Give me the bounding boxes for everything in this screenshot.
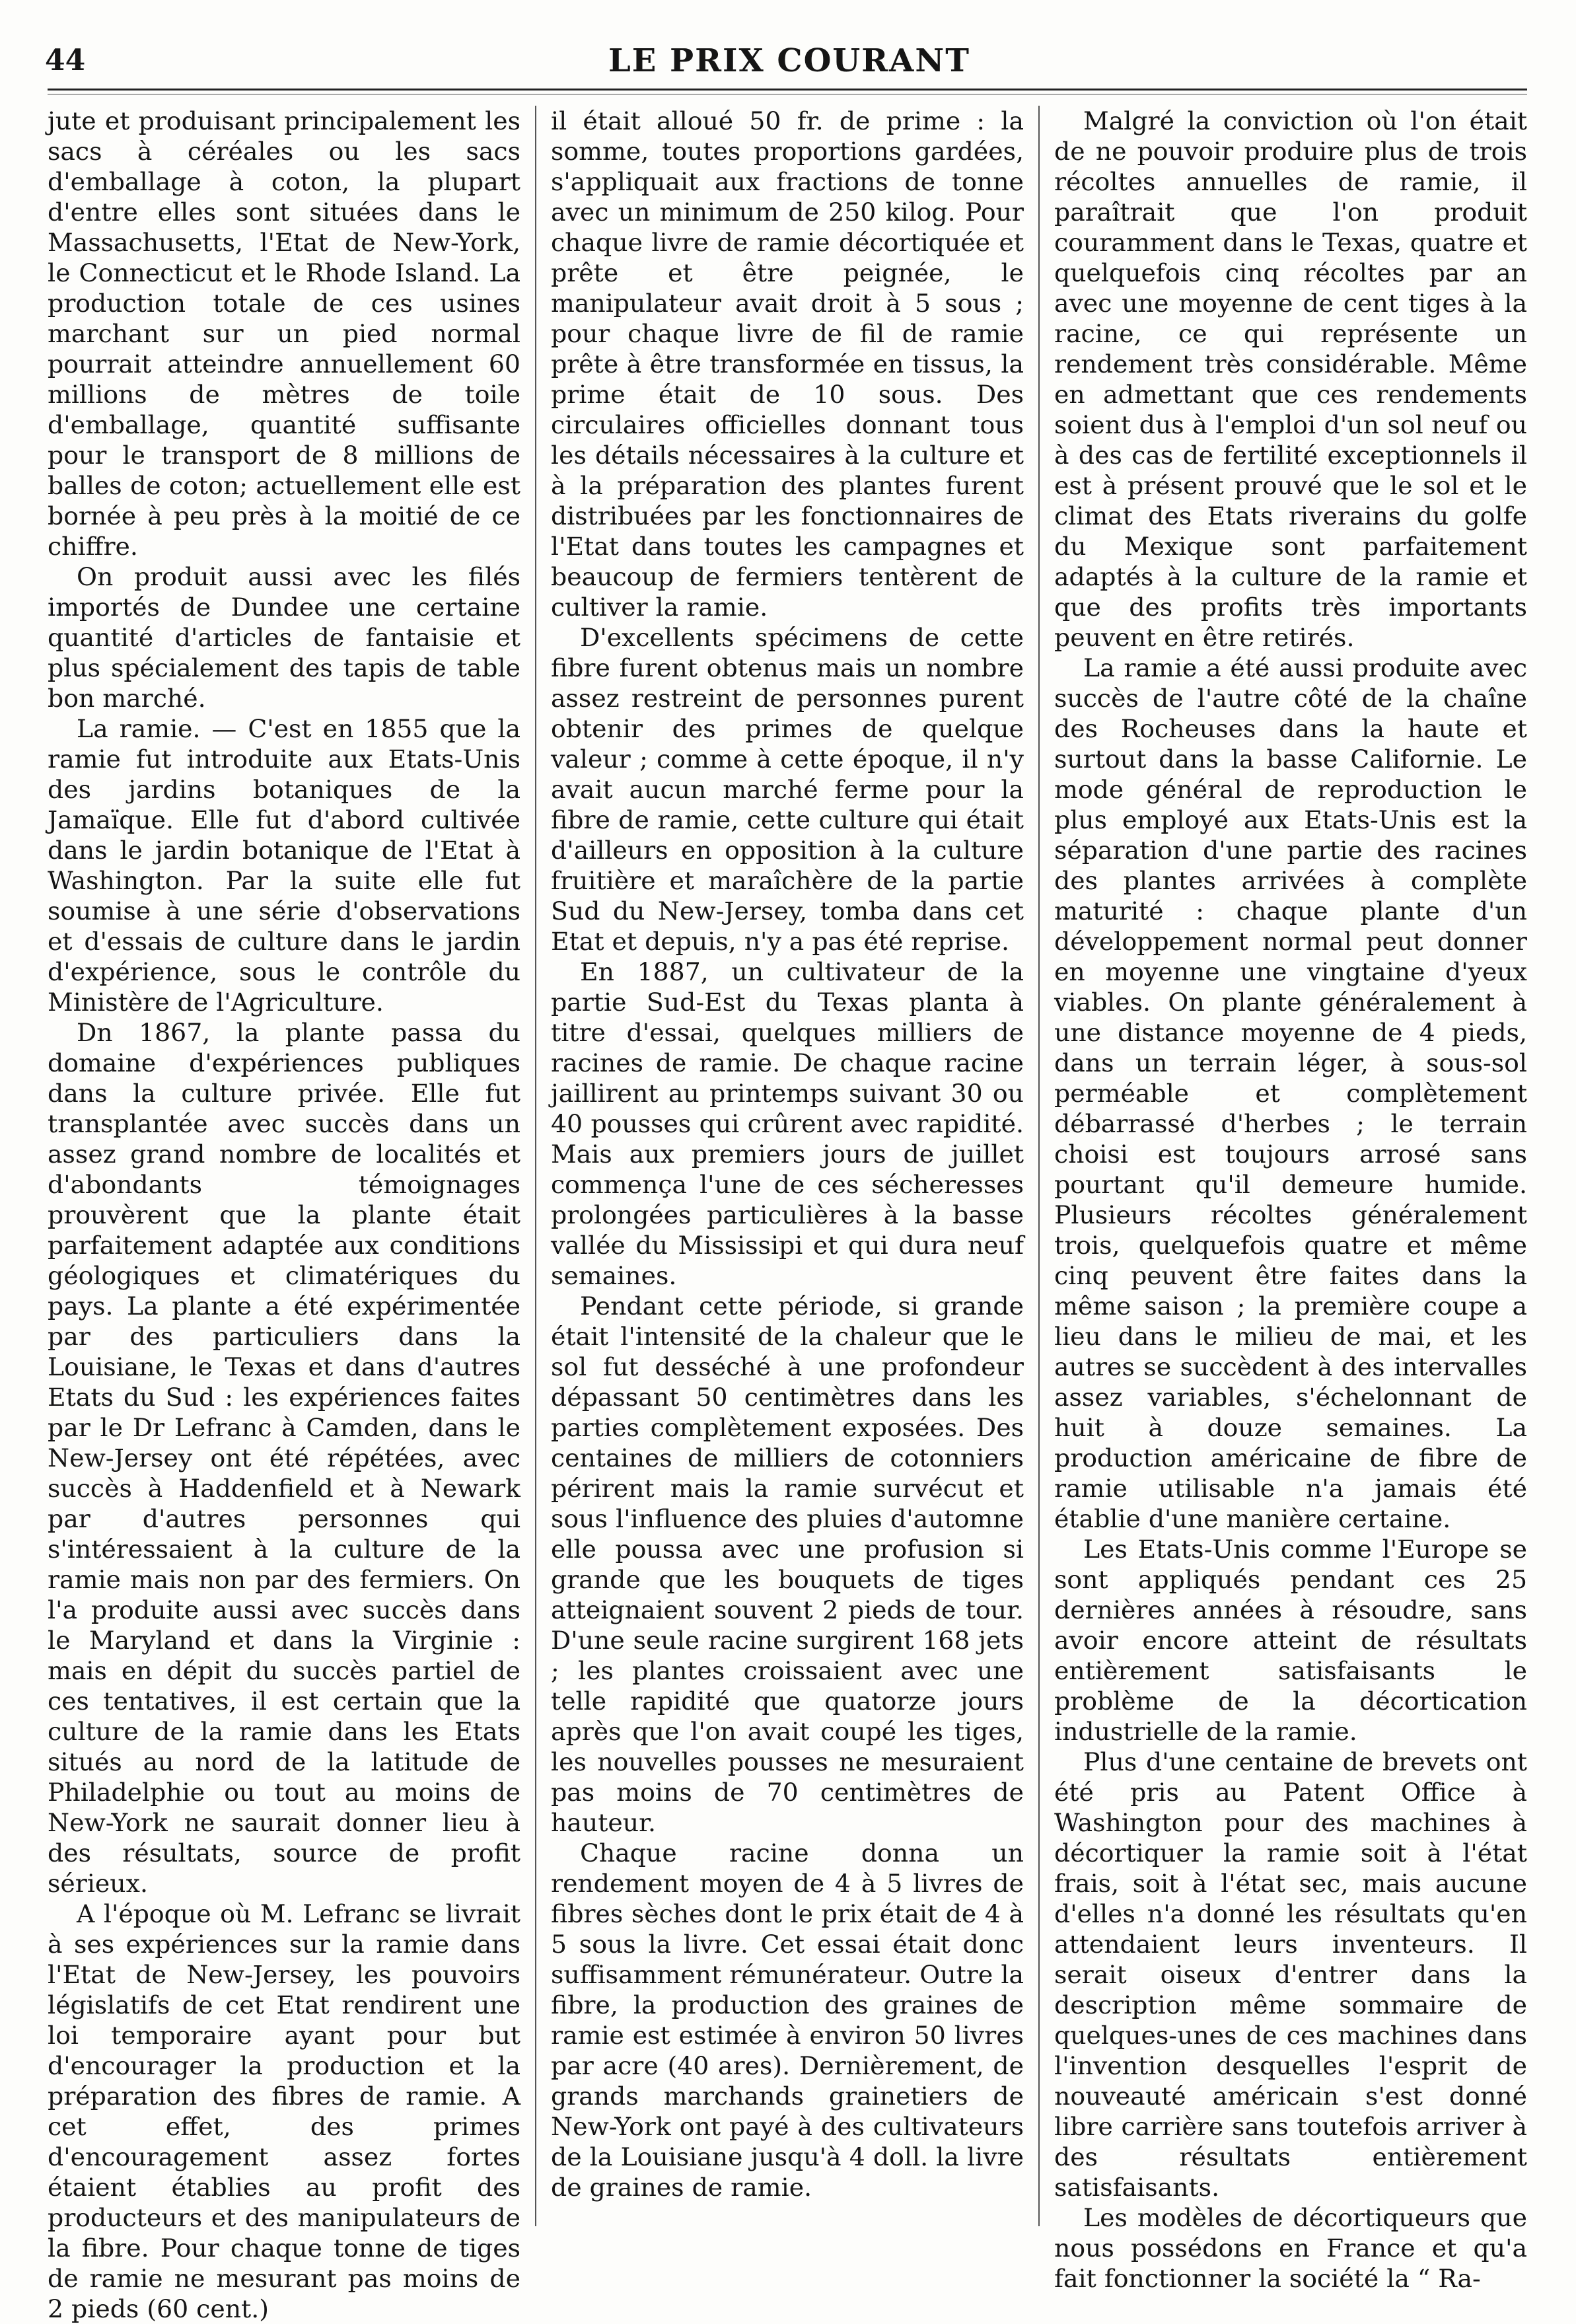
running-title: LE PRIX COURANT	[608, 42, 971, 79]
article-columns	[48, 106, 1527, 2323]
paragraph: La ramie a été aussi produite avec succès de l'autre côté de la chaîne des Rocheuses dans la haute et surtout dans la basse Californie. Le mode général de reproduction le plus employé aux Etats-Unis est la séparation d'une partie des racines des plantes arrivées à complète maturité : chaque plante d'un développement normal peut donner en moyenne une vingtaine d'yeux viables. On plante généralement à une distance moyenne de 4 pieds, dans un terrain léger, à sous-sol perméable et complètement débarrassé d'herbes ; le terrain choisi est toujours arrosé sans pourtant qu'il demeure humide. Plusieurs récoltes généralement trois, quelquefois quatre et même cinq peuvent être faites dans la même saison ; la première coupe a lieu dans le milieu de mai, et les autres se succèdent à des intervalles assez variables, s'échelonnant de huit à douze semaines. La production américaine de fibre de ramie utilisable n'a jamais été établie d'une manière certaine.	[1054, 653, 1527, 1533]
paragraph: Les Etats-Unis comme l'Europe se sont appliqués pendant ces 25 dernières années à résoudre, sans avoir encore atteint de résultats entièrement satisfaisants le problème de la décortication industrielle de la ramie.	[1054, 1535, 1527, 1746]
paragraph: Dn 1867, la plante passa du domaine d'expériences publiques dans la culture privée. Elle fut transplantée avec succès dans un assez grand nombre de localités et d'abondants témoignages prouvèrent que la plante était parfaitement adaptée aux conditions géologiques et climatériques du pays. La plante a été expérimentée par des particuliers dans la Louisiane, le Texas et dans d'autres Etats du Sud : les expériences faites par le Dr Lefranc à Camden, dans le New-Jersey ont été répétées, avec succès à Haddenfield et à Newark par d'autres personnes qui s'intéressaient à la culture de la ramie mais non par des fermiers. On l'a produite aussi avec succès dans le Maryland et dans la Virginie : mais en dépit du succès partiel de ces tentatives, il est certain que la culture de la ramie dans les Etats situés au nord de la latitude de Philadelphie ou tout au moins de New-York ne saurait donner lieu à des résultats, source de profit sérieux.	[48, 1018, 520, 1898]
text-column-2	[551, 106, 1024, 2226]
paragraph: jute et produisant principalement les sacs à céréales ou les sacs d'emballage à coton, la plupart d'entre elles sont situées dans le Massachusetts, l'Etat de New-York, le Connecticut et le Rhode Island. La production totale de ces usines marchant sur un pied normal pourrait atteindre annuellement 60 millions de mètres de toile d'emballage, quantité suffisante pour le transport de 8 millions de balles de coton; actuellement elle est bornée à peu près à la moitié de ce chiffre.	[48, 106, 520, 561]
header-rule	[48, 89, 1527, 91]
paragraph: A l'époque où M. Lefranc se livrait à ses expériences sur la ramie dans l'Etat de New-Jersey, les pouvoirs législatifs de cet Etat rendirent une loi temporaire ayant pour but d'encourager la production et la préparation des fibres de ramie. A cet effet, des primes d'encouragement assez fortes étaient établies au profit des producteurs et des manipulateurs de la fibre. Pour chaque tonne de tiges de ramie ne mesurant pas moins de 2 pieds (60 cent.)	[48, 1899, 520, 2323]
text-column-3	[1054, 106, 1527, 2293]
paragraph: Pendant cette période, si grande était l'intensité de la chaleur que le sol fut desséché à une profondeur dépassant 50 centimètres dans les parties complètement exposées. Des centaines de milliers de cotonniers périrent mais la ramie survécut et sous l'influence des pluies d'automne elle poussa avec une profusion si grande que les bouquets de tiges atteignaient souvent 2 pieds de tour. D'une seule racine surgirent 168 jets ; les plantes croissaient avec une telle rapidité que quatorze jours après que l'on avait coupé les tiges, les nouvelles pousses ne mesuraient pas moins de 70 centimètres de hauteur.	[551, 1291, 1024, 1837]
paragraph: Plus d'une centaine de brevets ont été pris au Patent Office à Washington pour des machines à décortiquer la ramie soit à l'état frais, soit à l'état sec, mais aucune d'elles n'a donné les résultats qu'en attendaient leurs inventeurs. Il serait oiseux d'entrer dans la description même sommaire de quelques-unes de ces machines dans l'invention desquelles l'esprit de nouveauté américain s'est donné libre carrière sans toutefois arriver à des résultats entièrement satisfaisants.	[1054, 1747, 1527, 2202]
paragraph: Les modèles de décortiqueurs que nous possédons en France et qu'a fait fonctionner la société la “ Ra-	[1054, 2203, 1527, 2293]
paragraph: Chaque racine donna un rendement moyen de 4 à 5 livres de fibres sèches dont le prix était de 4 à 5 sous la livre. Cet essai était donc suffisamment rémunérateur. Outre la fibre, la production des graines de ramie est estimée à environ 50 livres par acre (40 ares). Dernièrement, de grands marchands grainetiers de New-York ont payé à des cultivateurs de la Louisiane jusqu'à 4 doll. la livre de graines de ramie.	[551, 1838, 1024, 2202]
text-column-1	[48, 106, 520, 2323]
paragraph: En 1887, un cultivateur de la partie Sud-Est du Texas planta à titre d'essai, quelques milliers de racines de ramie. De chaque racine jaillirent au printemps suivant 30 ou 40 pousses qui crûrent avec rapidité. Mais aux premiers jours de juillet commença l'une de ces sécheresses prolongées particulières à la basse vallée du Mississipi et qui dura neuf semaines.	[551, 957, 1024, 1290]
column-divider	[535, 106, 536, 2226]
paragraph: La ramie. — C'est en 1855 que la ramie fut introduite aux Etats-Unis des jardins botaniques de la Jamaïque. Elle fut d'abord cultivée dans le jardin botanique de l'Etat à Washington. Par la suite elle fut soumise à une série d'observations et d'essais de culture dans le jardin d'expérience, sous le contrôle du Ministère de l'Agriculture.	[48, 714, 520, 1017]
page-number: 44	[45, 44, 86, 77]
column-divider	[1038, 106, 1040, 2226]
paragraph: il était alloué 50 fr. de prime : la somme, toutes proportions gardées, s'appliquait aux fractions de tonne avec un minimum de 250 kilog. Pour chaque livre de ramie décortiquée et prête et être peignée, le manipulateur avait droit à 5 sous ; pour chaque livre de fil de ramie prête à être transformée en tissus, la prime était de 10 sous. Des circulaires officielles donnant tous les détails nécessaires à la culture et à la préparation des plantes furent distribuées par les fonctionnaires de l'Etat dans toutes les campagnes et beaucoup de fermiers tentèrent de cultiver la ramie.	[551, 106, 1024, 622]
paragraph: D'excellents spécimens de cette fibre furent obtenus mais un nombre assez restreint de personnes purent obtenir des primes de quelque valeur ; comme à cette époque, il n'y avait aucun marché ferme pour la fibre de ramie, cette culture qui était d'ailleurs en opposition à la culture fruitière et maraîchère de la partie Sud du New-Jersey, tomba dans cet Etat et depuis, n'y a pas été reprise.	[551, 623, 1024, 956]
paragraph: Malgré la conviction où l'on était de ne pouvoir produire plus de trois récoltes annuelles de ramie, il paraîtrait que l'on produit couramment dans le Texas, quatre et quelquefois cinq récoltes par an avec une moyenne de cent tiges à la racine, ce qui représente un rendement très considérable. Même en admettant que ces rendements soient dus à l'emploi d'un sol neuf ou à des cas de fertilité exceptionnels il est à présent prouvé que le sol et le climat des Etats riverains du golfe du Mexique sont parfaitement adaptés à la culture de la ramie et que des profits très importants peuvent en être retirés.	[1054, 106, 1527, 652]
paragraph: On produit aussi avec les filés importés de Dundee une certaine quantité d'articles de fantaisie et plus spécialement des tapis de table bon marché.	[48, 562, 520, 713]
page-header	[40, 40, 1539, 87]
